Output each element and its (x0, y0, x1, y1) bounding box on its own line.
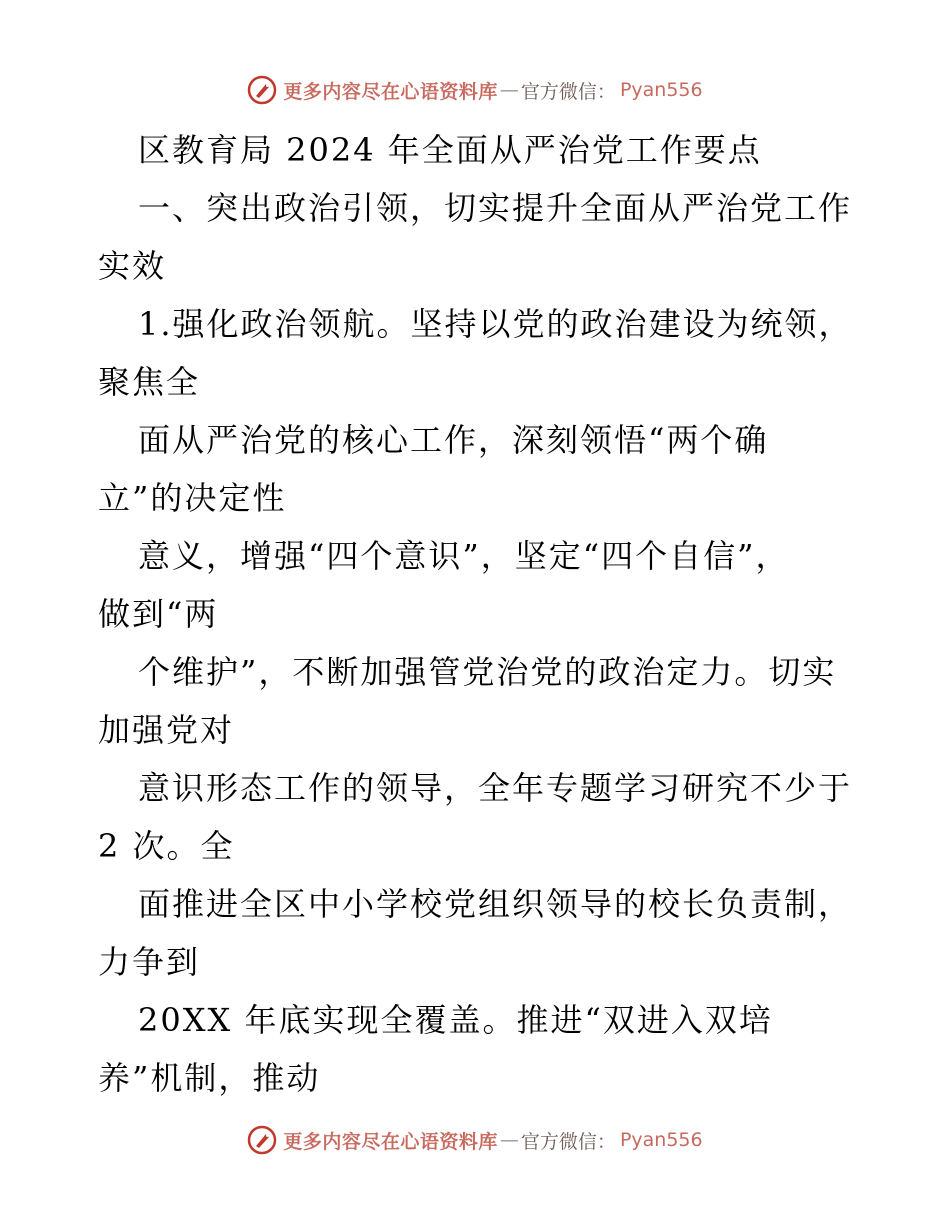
pen-nib-logo-icon (247, 75, 277, 105)
footer-watermark (0, 1120, 950, 1160)
watermark-official-label: 官方微信： (520, 80, 616, 103)
text-line: 做到“两 (98, 595, 219, 633)
text-line: 2 次。全 (98, 827, 235, 865)
text-line: 意义，增强“四个意识”，坚定“四个自信”， (138, 537, 790, 575)
text-line: 养”机制，推动 (98, 1059, 321, 1097)
text-line: 意识形态工作的领导，全年专题学习研究不少于 (138, 769, 853, 807)
watermark-text: 更多内容尽在心语资料库 (283, 1130, 498, 1153)
section-heading: 一、突出政治引领，切实提升全面从严治党工作 (138, 189, 853, 227)
text-line: 面推进全区中小学校党组织领导的校长负责制， (138, 885, 853, 923)
text-line: 实效 (98, 247, 167, 285)
text-line: 面从严治党的核心工作，深刻领悟“两个确 (138, 421, 769, 459)
watermark-wechat-id: Pyan556 (619, 79, 703, 101)
watermark-dash: — (499, 1129, 519, 1151)
text-line: 加强党对 (98, 711, 235, 749)
document-title: 区教育局 2024 年全面从严治党工作要点 (138, 131, 762, 169)
text-line: 立”的决定性 (98, 479, 287, 517)
text-line: 20XX 年底实现全覆盖。推进“双进入双培 (138, 1001, 773, 1039)
text-line: 聚焦全 (98, 363, 201, 401)
text-line: 个维护”，不断加强管党治党的政治定力。切实 (138, 653, 837, 691)
document-body (98, 121, 858, 1107)
watermark-text: 更多内容尽在心语资料库 (283, 80, 498, 103)
pen-nib-logo-icon (247, 1125, 277, 1155)
text-line: 力争到 (98, 943, 201, 981)
watermark-dash: — (499, 79, 519, 101)
header-watermark (0, 70, 950, 110)
text-line: 1.强化政治领航。坚持以党的政治建设为统领， (138, 305, 853, 343)
watermark-official-label: 官方微信： (520, 1130, 616, 1153)
watermark-wechat-id: Pyan556 (619, 1129, 703, 1151)
